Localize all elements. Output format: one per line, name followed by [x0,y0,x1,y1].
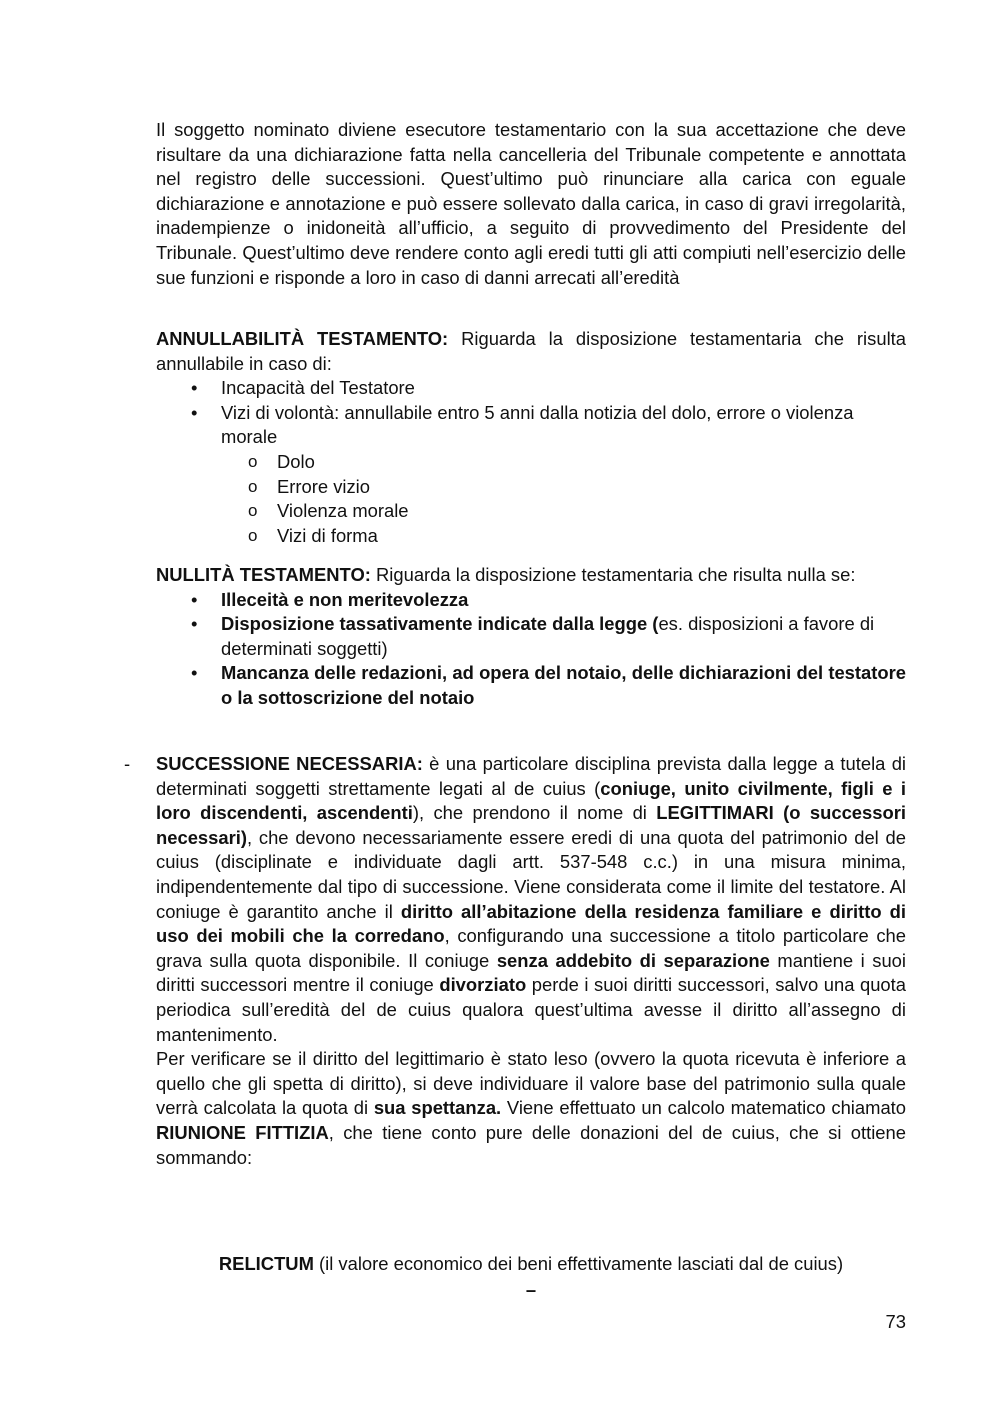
bullet-icon: • [191,401,198,423]
sub-list-item [156,524,906,549]
nullita-list [156,588,906,711]
nullita-section [156,563,906,711]
bullet-icon: • [191,377,198,399]
nullita-paragraph [156,563,906,588]
text-run: , configurando una successione a titolo particolare che grava sulla quota disponibile. Il coniuge [156,925,906,971]
text-run: mantiene i suoi diritti successori mentre il coniuge [156,949,906,996]
text-run: è una particolare disciplina prevista dalla legge a tutela di determinati soggetti strettamente legati al de cuius ( [156,753,907,799]
circle-bullet-icon: o [248,451,258,471]
bold-run: senza addebito di separazione [496,949,770,971]
intro-paragraph: Il soggetto nominato diviene esecutore testamentario con la sua accettazione che deve risultare da una dichiarazione fatta nella cancelleria del Tribunale competente e annottata nel registro delle successioni. Quest’ultimo può rinunciare alla carica con eguale dichiarazione e annotazione e può essere sollevato dalla carica, in caso di gravi irregolarità, inadempienze o inidoneità all’ufficio, a seguito di provvedimento del Presidente del Tribunale. Quest’ultimo deve rendere conto agli eredi tutti gli atti compiuti nell’esercizio delle sue funzioni e risponde a loro in caso di danni arrecati all’eredità [156,119,906,288]
bold-run: diritto all’abitazione della residenza familiare e diritto di uso dei mobili che la corredano [156,900,906,947]
annullabilita-paragraph [156,327,906,376]
dash-marker: - [124,753,131,774]
minus-operator: – [525,1279,537,1300]
list-item-text: es. disposizioni a favore di determinati soggetti) [221,613,875,659]
bullet-icon: • [191,662,198,684]
sub-list-item [156,450,906,475]
sub-list-item-text: Violenza morale [277,500,409,522]
annullabilita-heading: ANNULLABILITÀ TESTAMENTO: [156,328,449,349]
bullet-icon: • [191,613,198,635]
page-number: 73 [885,1311,906,1332]
circle-bullet-icon: o [248,501,258,521]
list-item-text: Vizi di volontà: annullabile entro 5 anni dalla notizia del dolo, errore o violenza morale [221,401,854,448]
bullet-icon: • [191,588,198,610]
text-run: , che tiene conto pure delle donazioni del de cuius, che si ottiene sommando: [156,1121,906,1168]
successione-paragraph-1 [156,752,906,1047]
successione-paragraph-2 [156,1047,906,1170]
list-item [156,661,906,710]
list-item-text: Illeceità e non meritevolezza [221,588,469,610]
circle-bullet-icon: o [248,476,258,496]
bold-run: LEGITTIMARI (o successori necessari) [156,802,906,848]
list-item-text: Incapacità del Testatore [221,377,415,399]
annullabilita-section [156,327,906,548]
annullabilita-list [156,376,906,450]
list-item [156,612,906,661]
nullita-text: Riguarda la disposizione testamentaria che risulta nulla se: [370,564,856,585]
annullabilita-text: Riguarda la disposizione testamentaria che risulta annullabile in caso di: [156,328,906,374]
text-run: perde i suoi diritti successori, salvo una quota periodica sull’eredità del de cuius qualora quest’ultima avesse il diritto all’assegno di mantenimento. [156,974,907,1045]
list-item-text-bold: Disposizione tassativamente indicate dalla legge ( [221,613,659,635]
sub-list-item [156,475,906,500]
bold-run: sua spettanza. [373,1097,502,1119]
relictum-term: RELICTUM [218,1253,314,1274]
bold-run: coniuge, unito civilmente, figli e i loro discendenti, ascendenti [156,777,906,824]
text-run: , che devono necessariamente essere eredi di una quota del patrimonio del de cuius (disciplinate e individuate dagli artt. 537-548 c.c.) in una misura minima, indipendentemente dal tipo di successione. Viene considerata come il limite del testatore. Al coniuge è garantito anche il [156,826,906,922]
successione-section [156,752,906,1170]
sub-list-item [156,499,906,524]
vizi-sublist [156,450,906,548]
relictum-line [0,1252,1000,1277]
bold-run: RIUNIONE FITTIZIA [156,1121,329,1143]
list-item [156,401,906,450]
bold-run: divorziato [439,974,527,996]
sub-list-item-text: Errore vizio [277,475,370,497]
sub-list-item-text: Vizi di forma [277,524,378,546]
relictum-description: (il valore economico dei beni effettivamente lasciati dal de cuius) [313,1253,844,1274]
list-item [156,588,906,613]
text-run: Viene effettuato un calcolo matematico chiamato [501,1097,907,1119]
list-item-text: Mancanza delle redazioni, ad opera del notaio, delle dichiarazioni del testatore o la sottoscrizione del notaio [221,662,906,708]
sub-list-item-text: Dolo [277,450,315,472]
list-item [156,376,906,401]
nullita-heading: NULLITÀ TESTAMENTO: [156,564,371,585]
text-run: ), che prendono il nome di [412,802,657,824]
bold-run: SUCCESSIONE NECESSARIA: [156,753,423,774]
circle-bullet-icon: o [248,525,258,545]
text-run: Per verificare se il diritto del legittimario è stato leso (ovvero la quota ricevuta è inferiore a quello che gli spetta di diritto), si deve individuare il valore base del patrimonio sulla quale verrà calcolata la quota di [156,1048,906,1119]
